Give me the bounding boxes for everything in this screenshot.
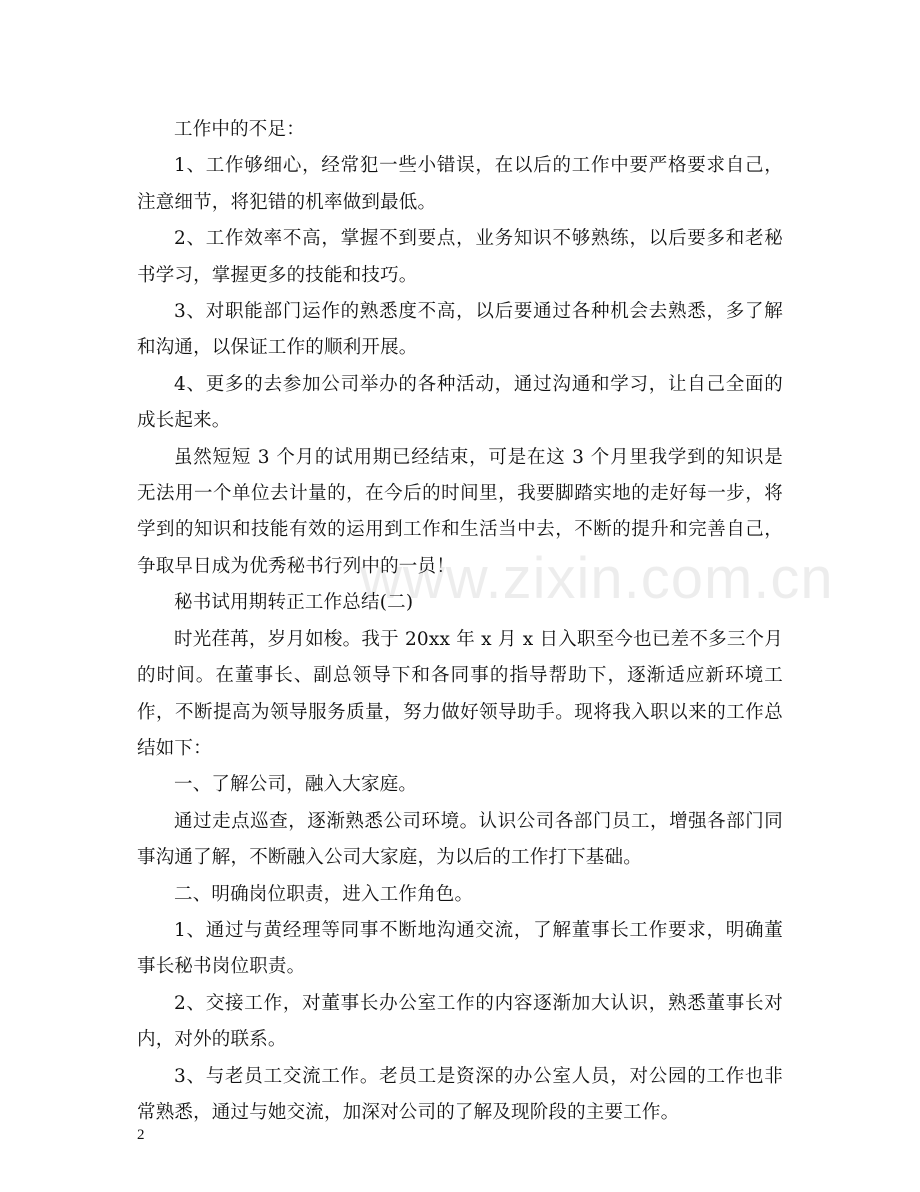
paragraph-understand-company: 通过走点巡查，逐渐熟悉公司环境。认识公司各部门员工，增强各部门同事沟通了解，不断融入公司大家庭，为以后的工作打下基础。	[137, 810, 783, 869]
paragraph-deficiencies-heading: 工作中的不足：	[174, 119, 305, 140]
paragraph-intro: 时光荏苒，岁月如梭。我于 20xx 年 x 月 x 日入职至今也已差不多三个月的时间。在董事长、副总领导下和各同事的指导帮助下，逐渐适应新环境工作，不断提高为领导服务质量，努力做好领导助手。现将我入职以来的工作总结如下：	[137, 628, 783, 759]
paragraph-deficiency-4: 4、更多的去参加公司举办的各种活动，通过沟通和学习，让自己全面的成长起来。	[137, 373, 783, 432]
paragraph-duty-3: 3、与老员工交流工作。老员工是资深的办公室人员，对公园的工作也非常熟悉，通过与她交流，加深对公司的了解及现阶段的主要工作。	[137, 1065, 783, 1123]
watermark: www.zixin.com.cn	[360, 546, 834, 611]
paragraph-conclusion: 虽然短短 3 个月的试用期已经结束，可是在这 3 个月里我学到的知识是无法用一个单位去计量的，在今后的时间里，我要脚踏实地的走好每一步，将学到的知识和技能有效的运用到工作和生活当中去，不断的提升和完善自己，争取早日成为优秀秘书行列中的一员！	[137, 446, 783, 577]
page-number: 2	[137, 1127, 145, 1143]
section-title: 秘书试用期转正工作总结(二)	[174, 592, 414, 614]
paragraph-duty-1: 1、通过与黄经理等同事不断地沟通交流，了解董事长工作要求，明确董事长秘书岗位职责。	[137, 919, 783, 978]
heading-job-duties: 二、明确岗位职责，进入工作角色。	[174, 883, 474, 905]
document-body	[137, 112, 783, 1131]
heading-understand-company: 一、了解公司，融入大家庭。	[174, 774, 418, 796]
paragraph-deficiency-2: 2、工作效率不高，掌握不到要点，业务知识不够熟练，以后要多和老秘书学习，掌握更多的技能和技巧。	[137, 228, 783, 286]
paragraph-deficiency-3: 3、对职能部门运作的熟悉度不高，以后要通过各种机会去熟悉，多了解和沟通，以保证工作的顺利开展。	[137, 301, 783, 359]
paragraph-duty-2: 2、交接工作，对董事长办公室工作的内容逐渐加大认识，熟悉董事长对内，对外的联系。	[137, 992, 783, 1051]
paragraph-deficiency-1: 1、工作够细心，经常犯一些小错误，在以后的工作中要严格要求自己，注意细节，将犯错的机率做到最低。	[137, 155, 783, 213]
